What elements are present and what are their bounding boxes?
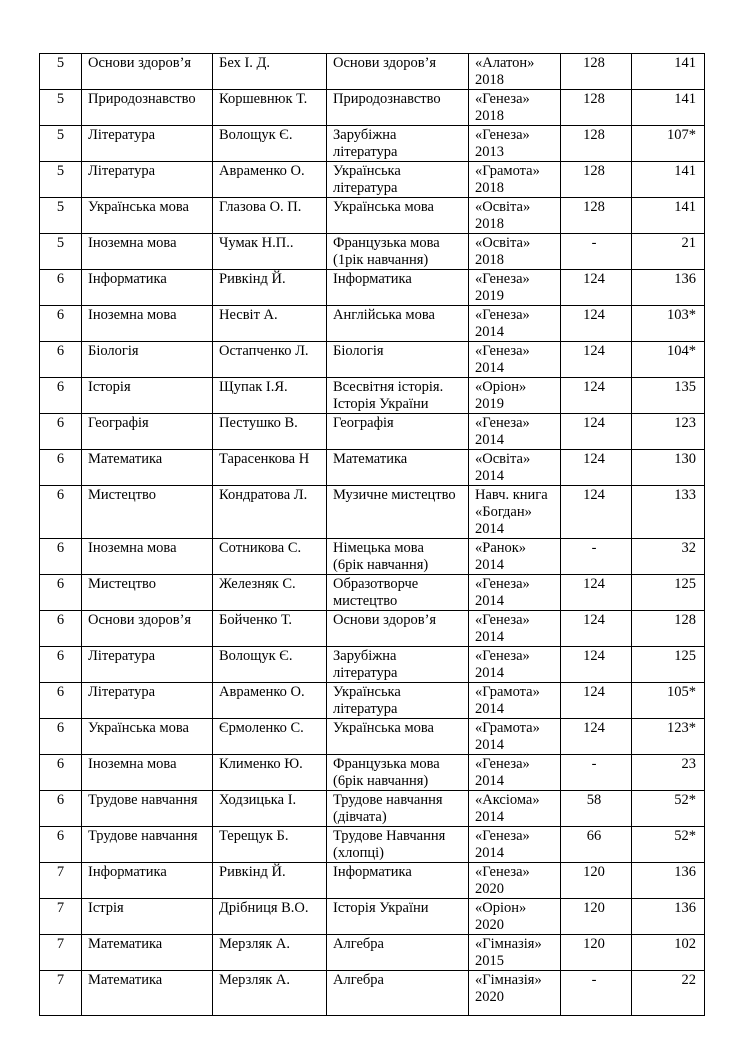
grade-cell: 5 <box>40 90 82 126</box>
publisher-cell: «Освіта» 2018 <box>469 198 561 234</box>
copies-cell: 141 <box>632 54 705 90</box>
publisher-cell: «Генеза» 2014 <box>469 611 561 647</box>
author-cell: Ходзицька І. <box>213 791 327 827</box>
publisher-cell: «Ранок» 2014 <box>469 539 561 575</box>
publisher-cell: «Гімназія» 2020 <box>469 971 561 1016</box>
publisher-cell: «Оріон» 2019 <box>469 378 561 414</box>
author-cell: Остапченко Л. <box>213 342 327 378</box>
title-cell: Українська література <box>327 683 469 719</box>
table-row <box>40 611 705 647</box>
publisher-cell: «Генеза» 2014 <box>469 342 561 378</box>
title-cell: Математика <box>327 450 469 486</box>
table-row <box>40 306 705 342</box>
students-cell: 120 <box>561 935 632 971</box>
table-row <box>40 899 705 935</box>
copies-cell: 32 <box>632 539 705 575</box>
table-row <box>40 647 705 683</box>
table-row <box>40 719 705 755</box>
publisher-cell: «Оріон» 2020 <box>469 899 561 935</box>
grade-cell: 6 <box>40 719 82 755</box>
students-cell: 58 <box>561 791 632 827</box>
table-row <box>40 791 705 827</box>
publisher-cell: «Генеза» 2020 <box>469 863 561 899</box>
subject-cell: Література <box>82 126 213 162</box>
grade-cell: 6 <box>40 791 82 827</box>
students-cell: 124 <box>561 611 632 647</box>
students-cell: - <box>561 755 632 791</box>
copies-cell: 102 <box>632 935 705 971</box>
title-cell: Географія <box>327 414 469 450</box>
table-row <box>40 234 705 270</box>
students-cell: 128 <box>561 90 632 126</box>
title-cell: Природознавство <box>327 90 469 126</box>
copies-cell: 136 <box>632 270 705 306</box>
title-cell: Англійська мова <box>327 306 469 342</box>
copies-cell: 52* <box>632 827 705 863</box>
title-cell: Зарубіжна література <box>327 647 469 683</box>
title-cell: Українська література <box>327 162 469 198</box>
students-cell: - <box>561 971 632 1016</box>
grade-cell: 7 <box>40 971 82 1016</box>
author-cell: Ривкінд Й. <box>213 270 327 306</box>
grade-cell: 5 <box>40 162 82 198</box>
subject-cell: Географія <box>82 414 213 450</box>
subject-cell: Іноземна мова <box>82 755 213 791</box>
grade-cell: 5 <box>40 54 82 90</box>
author-cell: Ривкінд Й. <box>213 863 327 899</box>
title-cell: Біологія <box>327 342 469 378</box>
author-cell: Чумак Н.П.. <box>213 234 327 270</box>
author-cell: Пестушко В. <box>213 414 327 450</box>
students-cell: - <box>561 539 632 575</box>
author-cell: Глазова О. П. <box>213 198 327 234</box>
author-cell: Волощук Є. <box>213 647 327 683</box>
grade-cell: 6 <box>40 683 82 719</box>
students-cell: 124 <box>561 270 632 306</box>
title-cell: Українська мова <box>327 198 469 234</box>
subject-cell: Література <box>82 683 213 719</box>
copies-cell: 136 <box>632 899 705 935</box>
grade-cell: 6 <box>40 755 82 791</box>
title-cell: Алгебра <box>327 935 469 971</box>
author-cell: Волощук Є. <box>213 126 327 162</box>
grade-cell: 5 <box>40 126 82 162</box>
grade-cell: 5 <box>40 198 82 234</box>
copies-cell: 133 <box>632 486 705 539</box>
students-cell: 124 <box>561 719 632 755</box>
table-row <box>40 683 705 719</box>
author-cell: Дрібниця В.О. <box>213 899 327 935</box>
author-cell: Мерзляк А. <box>213 971 327 1016</box>
grade-cell: 6 <box>40 539 82 575</box>
table-row <box>40 971 705 1016</box>
subject-cell: Іноземна мова <box>82 306 213 342</box>
copies-cell: 130 <box>632 450 705 486</box>
publisher-cell: «Освіта» 2018 <box>469 234 561 270</box>
subject-cell: Українська мова <box>82 719 213 755</box>
copies-cell: 23 <box>632 755 705 791</box>
copies-cell: 128 <box>632 611 705 647</box>
subject-cell: Література <box>82 647 213 683</box>
copies-cell: 123 <box>632 414 705 450</box>
table-row <box>40 342 705 378</box>
students-cell: 128 <box>561 162 632 198</box>
table-row <box>40 450 705 486</box>
subject-cell: Іноземна мова <box>82 234 213 270</box>
copies-cell: 135 <box>632 378 705 414</box>
subject-cell: Математика <box>82 935 213 971</box>
table-body <box>40 54 705 1016</box>
title-cell: Алгебра <box>327 971 469 1016</box>
publisher-cell: «Генеза» 2014 <box>469 647 561 683</box>
students-cell: 124 <box>561 486 632 539</box>
table-row <box>40 90 705 126</box>
copies-cell: 141 <box>632 90 705 126</box>
author-cell: Железняк С. <box>213 575 327 611</box>
author-cell: Несвіт А. <box>213 306 327 342</box>
copies-cell: 125 <box>632 647 705 683</box>
author-cell: Кондратова Л. <box>213 486 327 539</box>
title-cell: Образотворче мистецтво <box>327 575 469 611</box>
publisher-cell: Навч. книга «Богдан» 2014 <box>469 486 561 539</box>
students-cell: 124 <box>561 647 632 683</box>
grade-cell: 6 <box>40 306 82 342</box>
subject-cell: Мистецтво <box>82 575 213 611</box>
subject-cell: Мистецтво <box>82 486 213 539</box>
table-row <box>40 414 705 450</box>
author-cell: Сотникова С. <box>213 539 327 575</box>
subject-cell: Історія <box>82 378 213 414</box>
subject-cell: Трудове навчання <box>82 791 213 827</box>
author-cell: Терещук Б. <box>213 827 327 863</box>
grade-cell: 6 <box>40 647 82 683</box>
publisher-cell: «Генеза» 2014 <box>469 575 561 611</box>
title-cell: Музичне мистецтво <box>327 486 469 539</box>
author-cell: Клименко Ю. <box>213 755 327 791</box>
copies-cell: 22 <box>632 971 705 1016</box>
copies-cell: 141 <box>632 198 705 234</box>
grade-cell: 6 <box>40 342 82 378</box>
publisher-cell: «Генеза» 2014 <box>469 306 561 342</box>
subject-cell: Трудове навчання <box>82 827 213 863</box>
copies-cell: 103* <box>632 306 705 342</box>
textbook-table <box>39 53 705 1016</box>
copies-cell: 125 <box>632 575 705 611</box>
copies-cell: 52* <box>632 791 705 827</box>
copies-cell: 105* <box>632 683 705 719</box>
table-row <box>40 198 705 234</box>
subject-cell: Істрія <box>82 899 213 935</box>
grade-cell: 6 <box>40 270 82 306</box>
title-cell: Основи здоров’я <box>327 611 469 647</box>
title-cell: Всесвітня історія. Історія України <box>327 378 469 414</box>
publisher-cell: «Грамота» 2014 <box>469 719 561 755</box>
grade-cell: 6 <box>40 827 82 863</box>
grade-cell: 7 <box>40 899 82 935</box>
subject-cell: Основи здоров’я <box>82 54 213 90</box>
table-row <box>40 54 705 90</box>
title-cell: Основи здоров’я <box>327 54 469 90</box>
publisher-cell: «Генеза» 2014 <box>469 827 561 863</box>
students-cell: 124 <box>561 378 632 414</box>
table-row <box>40 378 705 414</box>
table-row <box>40 162 705 198</box>
title-cell: Французька мова (1рік навчання) <box>327 234 469 270</box>
title-cell: Трудове Навчання (хлопці) <box>327 827 469 863</box>
copies-cell: 107* <box>632 126 705 162</box>
title-cell: Інформатика <box>327 270 469 306</box>
title-cell: Трудове навчання (дівчата) <box>327 791 469 827</box>
author-cell: Авраменко О. <box>213 683 327 719</box>
copies-cell: 104* <box>632 342 705 378</box>
publisher-cell: «Алатон» 2018 <box>469 54 561 90</box>
students-cell: 124 <box>561 575 632 611</box>
author-cell: Мерзляк А. <box>213 935 327 971</box>
publisher-cell: «Аксіома» 2014 <box>469 791 561 827</box>
title-cell: Інформатика <box>327 863 469 899</box>
table-row <box>40 270 705 306</box>
author-cell: Бойченко Т. <box>213 611 327 647</box>
grade-cell: 6 <box>40 611 82 647</box>
author-cell: Щупак І.Я. <box>213 378 327 414</box>
table-row <box>40 827 705 863</box>
subject-cell: Інформатика <box>82 863 213 899</box>
copies-cell: 21 <box>632 234 705 270</box>
table-row <box>40 755 705 791</box>
title-cell: Українська мова <box>327 719 469 755</box>
table-row <box>40 863 705 899</box>
students-cell: 128 <box>561 126 632 162</box>
students-cell: 124 <box>561 450 632 486</box>
author-cell: Бех І. Д. <box>213 54 327 90</box>
subject-cell: Українська мова <box>82 198 213 234</box>
students-cell: 124 <box>561 683 632 719</box>
title-cell: Історія України <box>327 899 469 935</box>
subject-cell: Література <box>82 162 213 198</box>
author-cell: Тарасенкова Н <box>213 450 327 486</box>
subject-cell: Природознавство <box>82 90 213 126</box>
publisher-cell: «Освіта» 2014 <box>469 450 561 486</box>
publisher-cell: «Генеза» 2019 <box>469 270 561 306</box>
students-cell: 66 <box>561 827 632 863</box>
students-cell: 124 <box>561 414 632 450</box>
table-row <box>40 935 705 971</box>
title-cell: Зарубіжна література <box>327 126 469 162</box>
subject-cell: Біологія <box>82 342 213 378</box>
author-cell: Єрмоленко С. <box>213 719 327 755</box>
publisher-cell: «Генеза» 2018 <box>469 90 561 126</box>
students-cell: 128 <box>561 198 632 234</box>
students-cell: - <box>561 234 632 270</box>
table-row <box>40 539 705 575</box>
title-cell: Німецька мова (6рік навчання) <box>327 539 469 575</box>
students-cell: 120 <box>561 863 632 899</box>
author-cell: Авраменко О. <box>213 162 327 198</box>
table-row <box>40 575 705 611</box>
table-row <box>40 486 705 539</box>
grade-cell: 6 <box>40 486 82 539</box>
publisher-cell: «Грамота» 2014 <box>469 683 561 719</box>
copies-cell: 141 <box>632 162 705 198</box>
subject-cell: Іноземна мова <box>82 539 213 575</box>
subject-cell: Математика <box>82 971 213 1016</box>
grade-cell: 6 <box>40 378 82 414</box>
subject-cell: Математика <box>82 450 213 486</box>
subject-cell: Основи здоров’я <box>82 611 213 647</box>
publisher-cell: «Генеза» 2014 <box>469 414 561 450</box>
grade-cell: 7 <box>40 863 82 899</box>
publisher-cell: «Гімназія» 2015 <box>469 935 561 971</box>
students-cell: 124 <box>561 306 632 342</box>
publisher-cell: «Грамота» 2018 <box>469 162 561 198</box>
grade-cell: 6 <box>40 414 82 450</box>
publisher-cell: «Генеза» 2013 <box>469 126 561 162</box>
subject-cell: Інформатика <box>82 270 213 306</box>
grade-cell: 6 <box>40 575 82 611</box>
students-cell: 124 <box>561 342 632 378</box>
students-cell: 120 <box>561 899 632 935</box>
publisher-cell: «Генеза» 2014 <box>469 755 561 791</box>
copies-cell: 123* <box>632 719 705 755</box>
grade-cell: 7 <box>40 935 82 971</box>
title-cell: Французька мова (6рік навчання) <box>327 755 469 791</box>
grade-cell: 5 <box>40 234 82 270</box>
copies-cell: 136 <box>632 863 705 899</box>
author-cell: Коршевнюк Т. <box>213 90 327 126</box>
students-cell: 128 <box>561 54 632 90</box>
grade-cell: 6 <box>40 450 82 486</box>
table-row <box>40 126 705 162</box>
